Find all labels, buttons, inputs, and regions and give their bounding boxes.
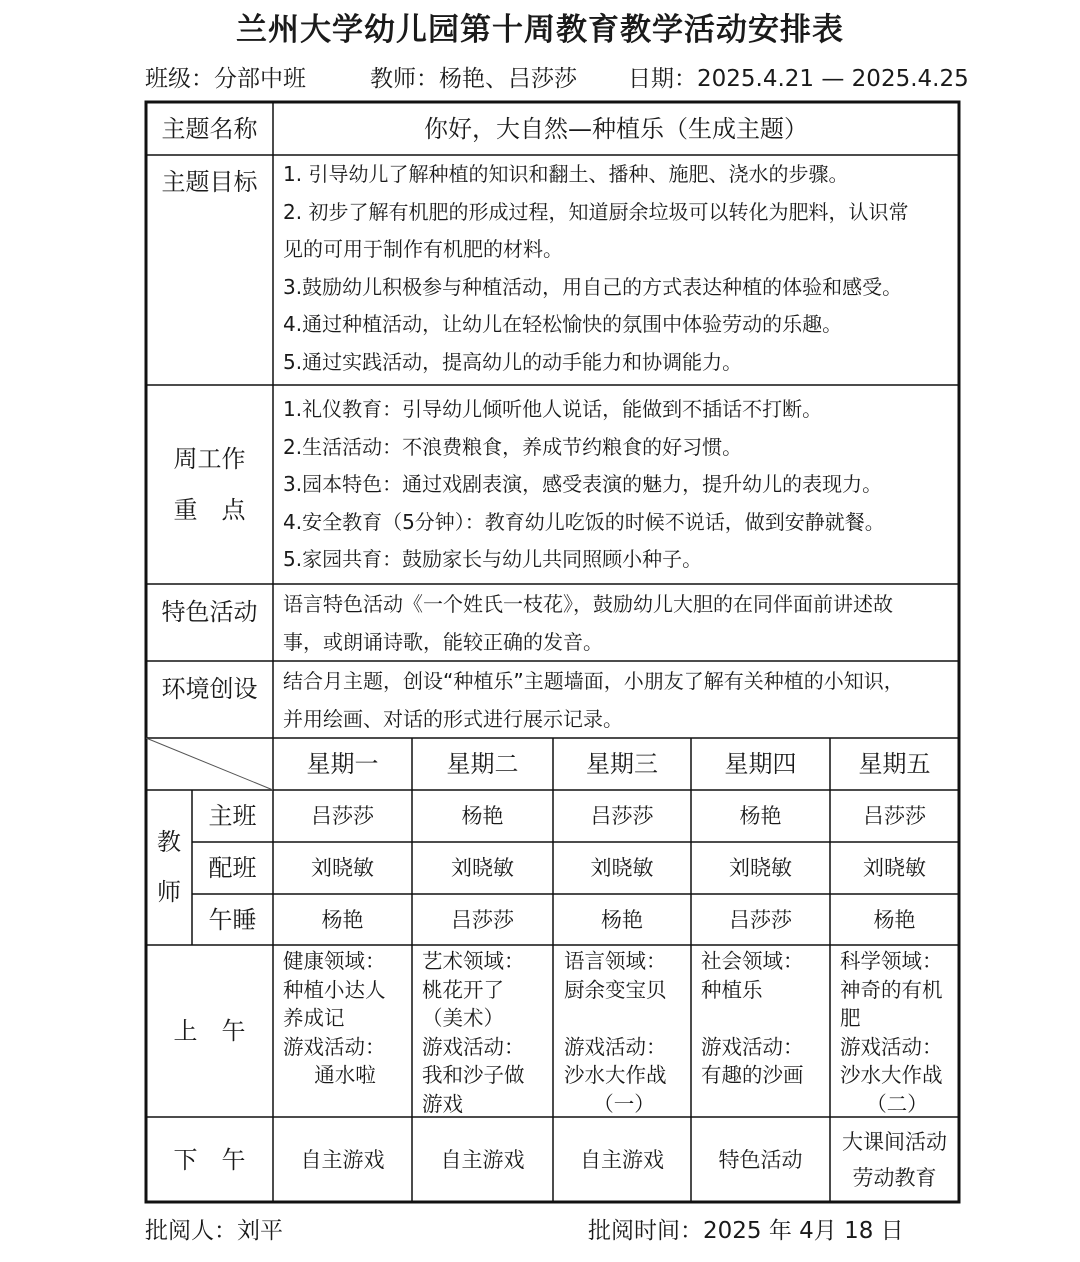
morning-line: 神奇的有机 [840,977,943,1002]
morning-line: （一） [593,1091,655,1116]
morning-line: 沙水大作战 [564,1063,667,1087]
morning-line: 沙水大作战 [840,1063,943,1087]
morning-line [564,1004,684,1033]
role-label-nap: 午睡 [208,906,257,934]
afternoon-cell-tue: 自主游戏 [440,1148,525,1172]
theme-name-value: 你好，大自然—种植乐（生成主题） [424,115,808,143]
weekday-header: 星期一 [306,750,379,778]
morning-line: 游戏活动： [422,1034,525,1059]
morning-cell-thu [701,947,825,1090]
afternoon-line: 劳动教育 [852,1166,937,1190]
morning-cell-fri [840,947,954,1118]
morning-line: 社会领域： [701,949,804,973]
teacher-name: 吕莎莎 [729,908,792,932]
weekday-header: 星期二 [446,750,519,778]
morning-line: 厨余变宝贝 [564,977,667,1002]
teacher-name: 杨艳 [601,908,643,932]
afternoon-cell-wed: 自主游戏 [580,1148,664,1172]
weekday-header: 星期五 [858,750,931,778]
morning-line: 游戏活动： [283,1034,386,1059]
teacher-name: 杨艳 [739,804,782,828]
morning-line: 游戏活动： [701,1034,804,1059]
teacher-group-label-2: 师 [157,878,181,906]
teacher-name: 杨艳 [321,908,364,932]
weekday-header: 星期四 [724,750,797,778]
morning-line: 我和沙子做 [422,1063,525,1087]
morning-line: 健康领域： [283,949,386,973]
teacher-name: 刘晓敏 [311,856,374,880]
morning-line: 游戏活动： [840,1034,943,1059]
focus-item: 5.家园共育：鼓励家长与幼儿共同照顾小种子。 [283,547,703,571]
morning-cell-wed [564,947,684,1118]
teacher-name: 吕莎莎 [311,804,374,828]
morning-line: 有趣的沙画 [701,1063,804,1087]
weekly-focus-items [283,391,885,579]
morning-line [701,1004,825,1033]
review-time: 批阅时间：2025 年 4月 18 日 [588,1218,904,1244]
morning-line: 种植乐 [701,977,763,1002]
goal-line: 见的可用于制作有机肥的材料。 [283,237,563,261]
date-info: 日期：2025.4.21 — 2025.4.25 [628,66,969,92]
afternoon-cell-mon: 自主游戏 [300,1148,385,1172]
morning-line: 游戏 [422,1091,463,1116]
goal-line: 4.通过种植活动，让幼儿在轻松愉快的氛围中体验劳动的乐趣。 [283,312,843,336]
teacher-name: 刘晓敏 [590,856,654,880]
afternoon-line: 大课间活动 [842,1130,947,1154]
morning-line: 科学领域： [840,949,943,973]
theme-goals [283,156,908,381]
special-line: 语言特色活动《一个姓氏一枝花》，鼓励幼儿大胆的在同伴面前讲述故 [283,592,893,616]
theme-goals-label: 主题目标 [161,168,258,196]
focus-item: 4.安全教育（5分钟）：教育幼儿吃饭的时候不说话，做到安静就餐。 [283,509,885,534]
reviewer: 批阅人：刘平 [145,1218,283,1244]
goal-line: 2. 初步了解有机肥的形成过程，知道厨余垃圾可以转化为肥料，认识常 [283,199,909,224]
weekday-header: 星期三 [586,750,658,778]
goal-line: 1. 引导幼儿了解种植的知识和翻土、播种、施肥、浇水的步骤。 [283,162,849,186]
teacher-name: 杨艳 [461,804,504,828]
goal-line: 5.通过实践活动，提高幼儿的动手能力和协调能力。 [283,349,743,374]
morning-line: 通水啦 [314,1063,376,1087]
theme-name-label: 主题名称 [161,115,258,143]
role-label-assistant: 配班 [208,854,257,882]
special-activity-label: 特色活动 [161,598,258,626]
morning-line: 语言领域： [564,949,667,973]
teacher-name: 吕莎莎 [590,804,654,828]
teacher-name: 刘晓敏 [729,856,792,880]
morning-line: （二） [866,1091,928,1116]
focus-item: 1.礼仪教育：引导幼儿倾听他人说话，能做到不插话不打断。 [283,397,823,421]
page-title: 兰州大学幼儿园第十周教育教学活动安排表 [236,12,844,48]
environment-label: 环境创设 [161,675,258,703]
afternoon-cell-thu: 特色活动 [718,1148,803,1172]
afternoon-cell-fri [830,1124,959,1196]
morning-line: 肥 [840,1006,861,1030]
teacher-info: 教师：杨艳、吕莎莎 [370,66,577,92]
environment-text [283,663,904,738]
afternoon-label: 下 午 [173,1146,246,1174]
morning-line: （美术） [422,1006,504,1030]
special-line: 事，或朗诵诗歌，能较正确的发音。 [283,629,603,654]
morning-cell-mon [283,947,407,1090]
teacher-name: 刘晓敏 [451,856,514,880]
morning-cell-tue [422,947,548,1118]
teacher-name: 吕莎莎 [863,804,926,828]
class-info: 班级：分部中班 [145,66,306,92]
teacher-name: 杨艳 [873,908,916,932]
environment-line: 结合月主题，创设“种植乐”主题墙面，小朋友了解有关种植的小知识， [283,669,904,693]
special-activity-text [283,586,893,661]
morning-line: 艺术领域： [422,949,525,973]
teacher-name: 吕莎莎 [451,908,514,932]
teacher-name: 刘晓敏 [863,856,926,880]
morning-line: 种植小达人 [283,977,386,1002]
morning-line: 养成记 [283,1006,345,1030]
morning-line: 桃花开了 [422,977,504,1002]
goal-line: 3.鼓励幼儿积极参与种植活动，用自己的方式表达种植的体验和感受。 [283,274,903,299]
focus-item: 3.园本特色：通过戏剧表演，感受表演的魅力，提升幼儿的表现力。 [283,472,883,496]
teacher-group-label-1: 教 [157,828,181,856]
environment-line: 并用绘画、对话的形式进行展示记录。 [283,706,623,731]
morning-line: 游戏活动： [564,1034,667,1059]
morning-label: 上 午 [173,1017,246,1045]
weekly-focus-label-1: 周工作 [173,445,246,473]
focus-item: 2.生活活动：不浪费粮食，养成节约粮食的好习惯。 [283,434,743,459]
weekly-focus-label-2: 重 点 [173,496,246,524]
role-label-main: 主班 [208,802,257,830]
